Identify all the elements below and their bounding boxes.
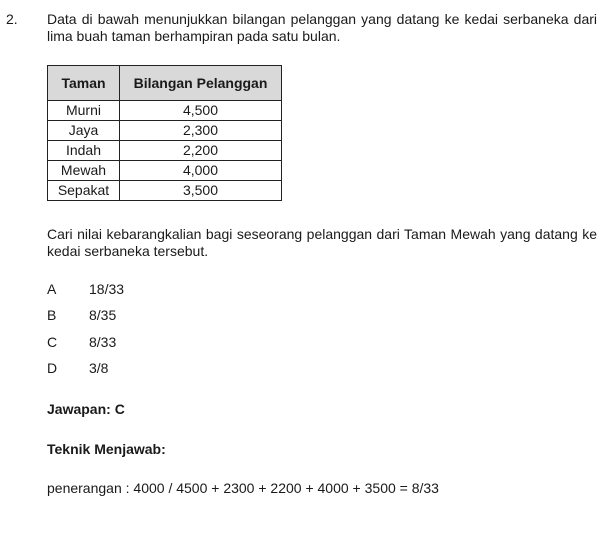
table-cell-taman: Jaya: [48, 121, 120, 141]
table-row: [48, 101, 282, 121]
answer-line: Jawapan: C: [47, 401, 125, 417]
option-letter: A: [47, 281, 57, 297]
table-cell-taman: Sepakat: [48, 181, 120, 201]
table-header-bilangan: Bilangan Pelanggan: [120, 66, 282, 101]
table-row: [48, 121, 282, 141]
question-stem: Data di bawah menunjukkan bilangan pelanggan yang datang ke kedai serbaneka dari lima buah taman berhampiran pada satu bulan.: [47, 11, 597, 44]
option-letter: D: [47, 360, 58, 376]
table-cell-taman: Indah: [48, 141, 120, 161]
option-a: [47, 281, 124, 297]
table-cell-bilangan: 2,200: [120, 141, 282, 161]
option-letter: C: [47, 334, 58, 350]
table-header-row: [48, 66, 282, 101]
table-row: [48, 141, 282, 161]
table-row: [48, 161, 282, 181]
table-cell-bilangan: 4,500: [120, 101, 282, 121]
option-c: [47, 334, 116, 350]
table-row: [48, 181, 282, 201]
customer-table: [47, 65, 282, 201]
question-number: 2.: [6, 11, 18, 27]
table-cell-bilangan: 4,000: [120, 161, 282, 181]
option-value: 8/33: [89, 334, 117, 350]
option-value: 8/35: [89, 307, 117, 323]
table-cell-bilangan: 2,300: [120, 121, 282, 141]
option-letter: B: [47, 307, 57, 323]
technique-heading: Teknik Menjawab:: [47, 441, 166, 457]
table-cell-taman: Mewah: [48, 161, 120, 181]
option-value: 3/8: [89, 360, 109, 376]
question-prompt: Cari nilai kebarangkalian bagi seseorang pelanggan dari Taman Mewah yang datang ke kedai serbaneka tersebut.: [47, 226, 597, 259]
option-b: [47, 307, 116, 323]
table-cell-taman: Murni: [48, 101, 120, 121]
table-header-taman: Taman: [48, 66, 120, 101]
explanation-line: penerangan : 4000 / 4500 + 2300 + 2200 + 4000 + 3500 = 8/33: [47, 480, 439, 496]
option-d: [47, 360, 108, 376]
table-cell-bilangan: 3,500: [120, 181, 282, 201]
option-value: 18/33: [89, 281, 125, 297]
